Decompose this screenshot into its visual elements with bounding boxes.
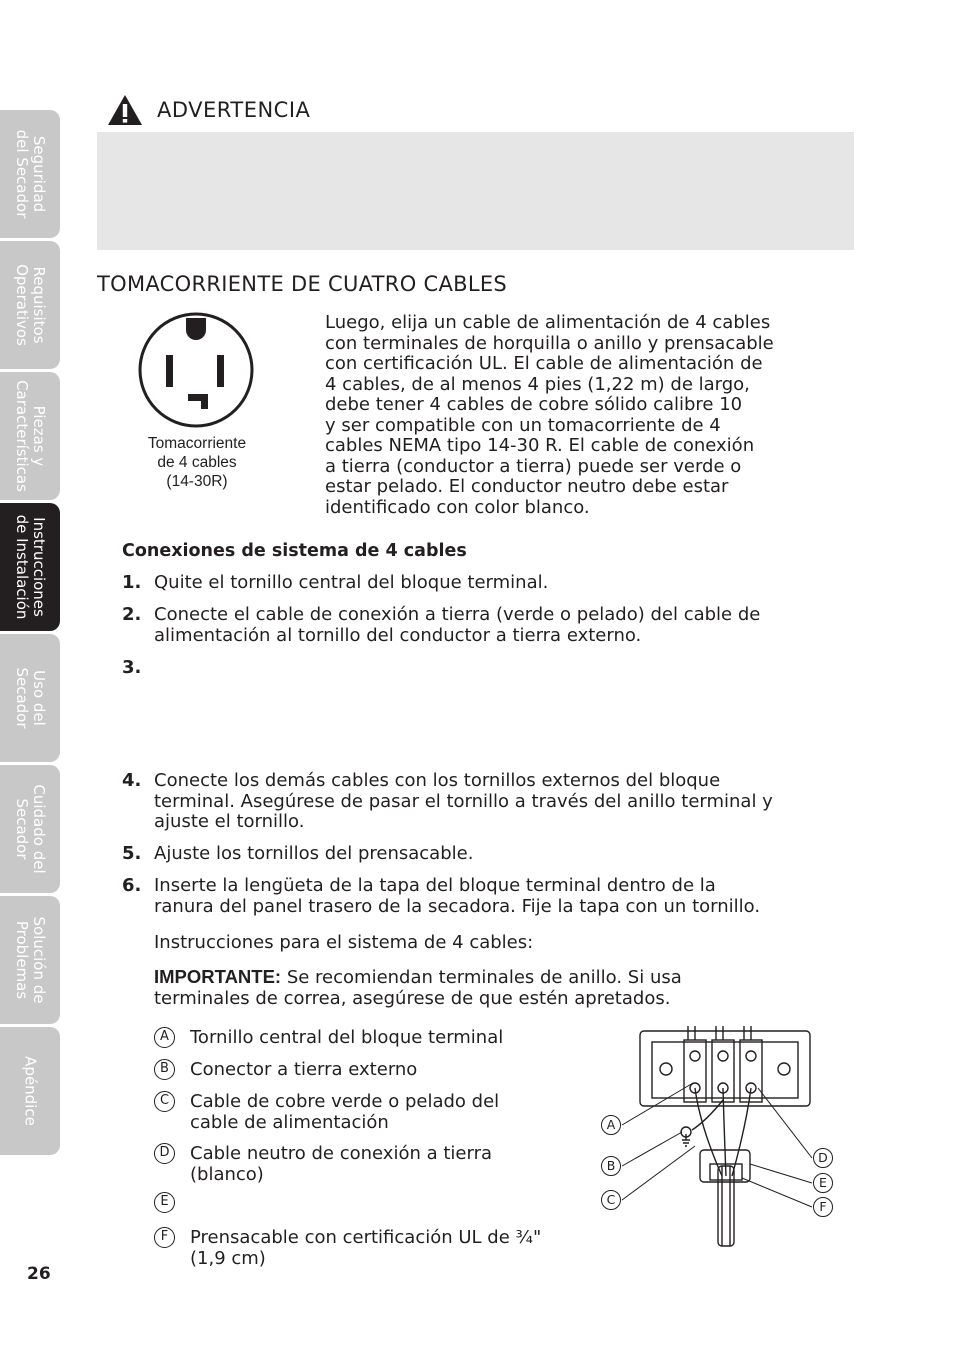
step-line: ajuste el tornillo. bbox=[154, 811, 305, 832]
callout-b: B bbox=[601, 1156, 621, 1176]
tab-label: Cuidado del Secador bbox=[13, 784, 48, 874]
step-line: Inserte la lengüeta de la tapa del bloque terminal dentro de la bbox=[154, 875, 716, 896]
tab-cuidado[interactable] bbox=[0, 765, 60, 893]
caption-line: Tomacorriente bbox=[147, 435, 247, 452]
legend-letter: D bbox=[154, 1143, 175, 1164]
tab-instrucciones[interactable] bbox=[0, 503, 60, 631]
text-line: Instrucciones para el sistema de 4 cables: bbox=[154, 932, 534, 953]
tab-label: Requisitos Operativos bbox=[13, 264, 48, 346]
legend-text: Conector a tierra externo bbox=[190, 1059, 418, 1080]
callout-a: A bbox=[601, 1115, 621, 1135]
warning-heading bbox=[107, 92, 310, 128]
terminal-block-icon bbox=[596, 1026, 840, 1252]
tab-seguridad[interactable] bbox=[0, 110, 60, 238]
intro-paragraph bbox=[325, 313, 845, 518]
legend-letter: B bbox=[154, 1059, 175, 1080]
step-line: alimentación al tornillo del conductor a tierra externo. bbox=[154, 624, 642, 646]
tab-requisitos[interactable] bbox=[0, 241, 60, 369]
tab-label: Piezas y Características bbox=[13, 380, 48, 492]
step-number: 2. bbox=[122, 604, 142, 625]
step-line: ranura del panel trasero de la secadora. Fije la tapa con un tornillo. bbox=[154, 895, 761, 917]
callout-d: D bbox=[813, 1148, 833, 1168]
step-number: 6. bbox=[122, 875, 142, 896]
step-line: Conecte el cable de conexión a tierra (verde o pelado) del cable de bbox=[154, 604, 761, 625]
legend-letter: F bbox=[154, 1227, 175, 1248]
text-line: cables NEMA tipo 14-30 R. El cable de conexión bbox=[325, 435, 755, 456]
section-title: TOMACORRIENTE DE CUATRO CABLES bbox=[97, 272, 508, 296]
tab-label: Uso del Secador bbox=[13, 667, 48, 729]
tab-label: Instrucciones de Instalación bbox=[13, 514, 48, 620]
step-line: Quite el tornillo central del bloque terminal. bbox=[154, 572, 549, 593]
tab-piezas[interactable] bbox=[0, 372, 60, 500]
text-line: 4 cables, de al menos 4 pies (1,22 m) de largo, bbox=[325, 373, 750, 395]
important-note bbox=[154, 967, 682, 1009]
legend-text: Cable neutro de conexión a tierra bbox=[190, 1143, 493, 1164]
text-line: debe tener 4 cables de cobre sólido calibre 10 bbox=[325, 394, 743, 415]
warning-triangle-icon bbox=[107, 94, 143, 126]
caption-line: de 4 cables bbox=[157, 454, 237, 471]
legend-letter: E bbox=[154, 1192, 175, 1213]
legend-text: cable de alimentación bbox=[190, 1111, 389, 1133]
text-line: identificado con color blanco. bbox=[325, 496, 590, 518]
tab-uso[interactable] bbox=[0, 634, 60, 762]
tab-solucion[interactable] bbox=[0, 896, 60, 1024]
tab-label: Solución de Problemas bbox=[13, 916, 48, 1004]
step-number: 1. bbox=[122, 572, 142, 593]
legend-text: Prensacable con certificación UL de ¾" bbox=[190, 1227, 542, 1248]
subsection-title: Conexiones de sistema de 4 cables bbox=[122, 541, 467, 561]
step-number: 4. bbox=[122, 770, 142, 791]
legend-text: Cable de cobre verde o pelado del bbox=[190, 1091, 500, 1112]
page-number: 26 bbox=[27, 1264, 51, 1284]
step-line: terminal. Asegúrese de pasar el tornillo a través del anillo terminal y bbox=[154, 790, 773, 812]
tab-label: Seguridad del Secador bbox=[13, 129, 48, 219]
callout-f: F bbox=[813, 1197, 833, 1217]
text-line: y ser compatible con un tomacorriente de 4 bbox=[325, 414, 721, 436]
important-label: IMPORTANTE: bbox=[154, 966, 282, 987]
step-number: 5. bbox=[122, 843, 142, 864]
important-text: terminales de correa, asegúrese de que estén apretados. bbox=[154, 987, 671, 1009]
step-number: 3. bbox=[122, 657, 142, 678]
text-line: con certificación UL. El cable de alimentación de bbox=[325, 353, 763, 374]
important-text: Se recomiendan terminales de anillo. Si usa bbox=[286, 967, 682, 988]
step-line: Ajuste los tornillos del prensacable. bbox=[154, 843, 474, 864]
warning-box bbox=[97, 132, 854, 250]
step-line: Conecte los demás cables con los tornillos externos del bloque bbox=[154, 770, 721, 791]
tab-label: Apéndice bbox=[21, 1056, 40, 1126]
legend-letter: A bbox=[154, 1027, 175, 1048]
text-line: estar pelado. El conductor neutro debe estar bbox=[325, 476, 729, 497]
caption-line: (14-30R) bbox=[166, 473, 228, 490]
legend-letter: C bbox=[154, 1091, 175, 1112]
callout-e: E bbox=[813, 1173, 833, 1193]
legend-text: Tornillo central del bloque terminal bbox=[190, 1027, 504, 1048]
four-prong-outlet-icon bbox=[136, 312, 258, 430]
terminal-block-wiring-diagram bbox=[596, 1026, 840, 1252]
text-line: con terminales de horquilla o anillo y prensacable bbox=[325, 332, 774, 354]
callout-c: C bbox=[601, 1190, 621, 1210]
warning-title: ADVERTENCIA bbox=[157, 98, 311, 122]
text-line: Luego, elija un cable de alimentación de 4 cables bbox=[325, 312, 771, 333]
tab-apendice[interactable] bbox=[0, 1027, 60, 1155]
instructions-line bbox=[154, 933, 533, 954]
legend-text: (blanco) bbox=[190, 1163, 264, 1185]
outlet-caption bbox=[122, 434, 272, 491]
text-line: a tierra (conductor a tierra) puede ser verde o bbox=[325, 455, 742, 477]
legend-text: (1,9 cm) bbox=[190, 1247, 266, 1269]
